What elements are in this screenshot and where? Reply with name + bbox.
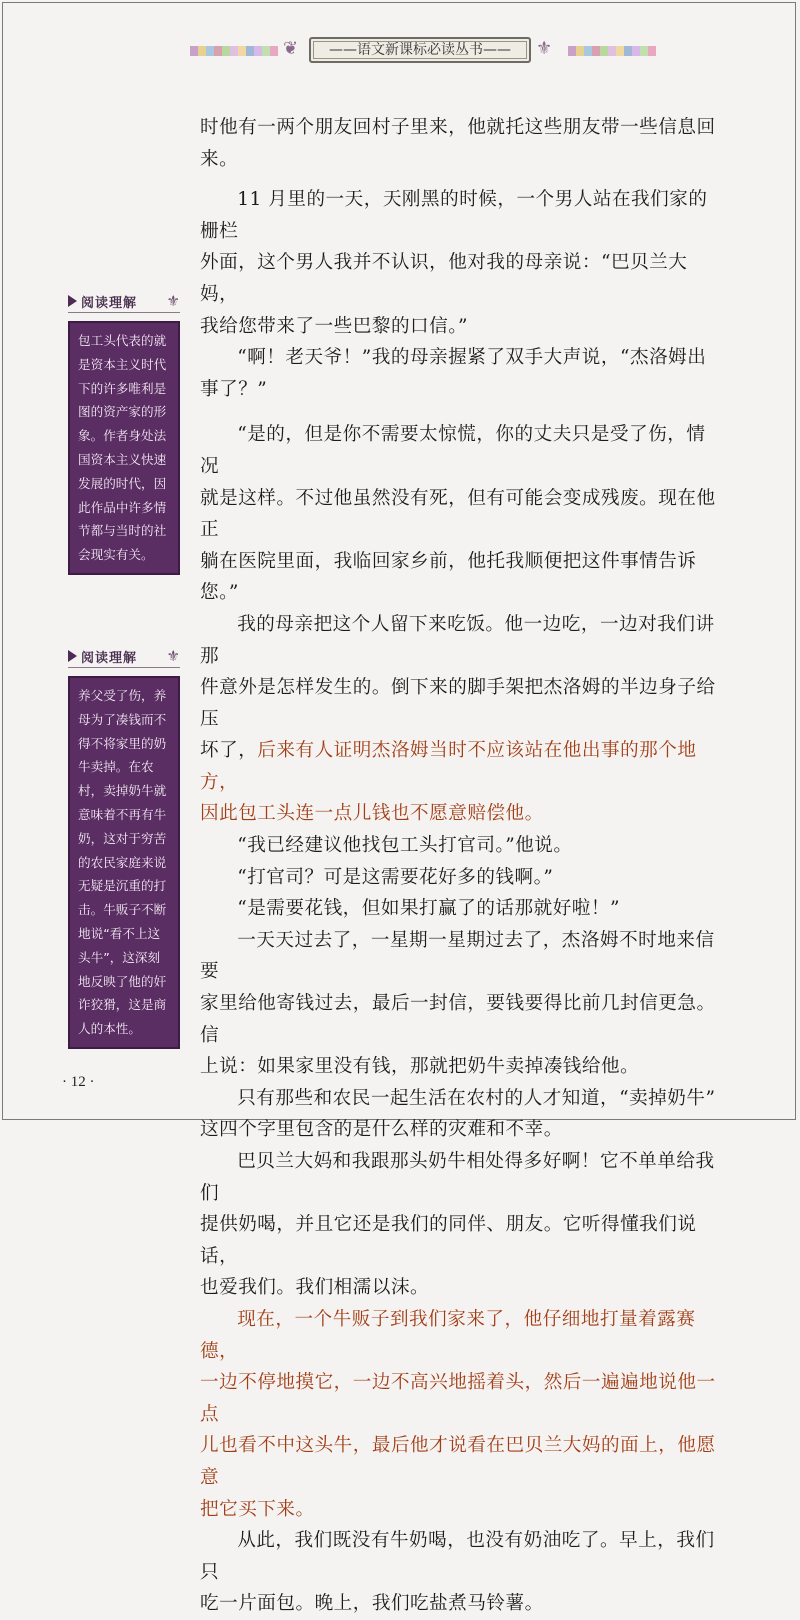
reading-note-label: 阅读理解 [81, 295, 138, 311]
stripe-segment [616, 46, 624, 56]
note-line: 头牛”，这深刻 [78, 949, 161, 965]
note-line: 的农民家庭来说 [78, 854, 167, 870]
fleur-de-lis-icon: ⚜ [166, 292, 180, 310]
paragraph-line: 件意外是怎样发生的。倒下来的脚手架把杰洛姆的半边身子给压 [200, 677, 716, 730]
paragraph: “是需要花钱，但如果打赢了的话那就好啦！” [237, 898, 620, 920]
paragraph-line: 我给您带来了一些巴黎的口信。” [200, 315, 469, 337]
header-stripe-left [190, 46, 278, 56]
paragraph: 巴贝兰大妈和我跟那头奶牛相处得多好啊！它不单单给我们 [200, 1151, 715, 1204]
note-line: 得不将家里的奶 [78, 735, 167, 751]
paragraph-line [200, 735, 720, 798]
triangle-marker-icon [68, 650, 77, 662]
paragraph-line: 外面，这个男人我并不认识，他对我的母亲说：“巴贝兰大妈， [200, 252, 688, 305]
stripe-segment [190, 46, 198, 56]
header-stripe-right [568, 46, 656, 56]
fleur-de-lis-icon: ⚜ [536, 38, 553, 59]
paragraph-line: 提供奶喝，并且它还是我们的同伴、朋友。它听得懂我们说话， [200, 1214, 697, 1267]
paragraph: 11 月里的一天，天刚黑的时候，一个男人站在我们家的栅栏 [200, 189, 708, 242]
paragraph: 我的母亲把这个人留下来吃饭。他一边吃，一边对我们讲那 [200, 613, 715, 667]
note-line: 无疑是沉重的打 [78, 878, 167, 894]
highlighted-line: 把它买下来。 [200, 1498, 315, 1520]
note-line: 此作品中许多情 [78, 499, 167, 515]
stripe-segment [632, 46, 640, 56]
page-number: · 12 · [62, 1074, 95, 1090]
series-title: ——语文新课标必读丛书—— [309, 37, 531, 63]
paragraph-line: 事了？” [200, 378, 268, 400]
stripe-segment [206, 46, 214, 56]
highlighted-line: 因此包工头连一点儿钱也不愿意赔偿他。 [200, 803, 544, 825]
stripe-segment [270, 46, 278, 56]
paragraph-line: 家里给他寄钱过去，最后一封信，要钱要得比前几封信更急。信 [200, 993, 716, 1046]
note-line: 村，卖掉奶牛就 [78, 783, 167, 799]
note-line: 会现实有关。 [78, 547, 154, 563]
stripe-segment [592, 46, 600, 56]
stripe-segment [648, 46, 656, 56]
note-line: 母为了凑钱而不 [78, 711, 167, 727]
stripe-segment [198, 46, 206, 56]
paragraph-line: 吃一片面包。晚上，我们吃盐煮马铃薯。 [200, 1593, 544, 1615]
note-line: 发展的时代，因 [78, 475, 167, 491]
page-header [0, 36, 800, 72]
paragraph-line: 就是这样。不过他虽然没有死，但有可能会变成残废。现在他正 [200, 487, 716, 541]
highlighted-line: 一边不停地摸它，一边不高兴地摇着头，然后一遍遍地说他一点 [200, 1372, 716, 1425]
note-line: 象。作者身处法 [78, 428, 167, 444]
stripe-segment [584, 46, 592, 56]
note-line: 图的资产家的形 [78, 404, 167, 420]
note-line: 国资本主义快速 [78, 451, 167, 467]
paragraph-line: 躺在医院里面，我临回家乡前，他托我顺便把这件事情告诉您。” [200, 550, 697, 604]
stripe-segment [624, 46, 632, 56]
reading-note-1 [68, 290, 180, 575]
ornament-left-icon: ❦ [283, 38, 299, 59]
triangle-marker-icon [68, 295, 77, 307]
reading-note-box [68, 676, 180, 1049]
plain-text: 坏了， [200, 740, 258, 762]
note-line: 节都与当时的社 [78, 523, 167, 539]
stripe-segment [568, 46, 576, 56]
reading-note-header [68, 645, 180, 668]
stripe-segment [246, 46, 254, 56]
stripe-segment [238, 46, 246, 56]
note-line: 人的本性。 [78, 1021, 141, 1037]
note-line: 击。牛贩子不断 [78, 902, 167, 918]
note-line: 地反映了他的奸 [78, 973, 167, 989]
fleur-de-lis-icon: ⚜ [166, 647, 180, 665]
reading-note-2 [68, 645, 180, 1049]
paragraph-line: 也爱我们。我们相濡以沫。 [200, 1277, 430, 1299]
paragraph: “我已经建议他找包工头打官司。”他说。 [237, 835, 573, 857]
stripe-segment [254, 46, 262, 56]
paragraph: 从此，我们既没有牛奶喝，也没有奶油吃了。早上，我们只 [200, 1530, 715, 1583]
note-line: 地说“看不上这 [78, 925, 161, 941]
body-text [200, 112, 720, 1620]
highlighted-text: 后来有人证明杰洛姆当时不应该站在他出事的那个地方， [200, 740, 697, 793]
stripe-segment [230, 46, 238, 56]
highlighted-paragraph: 现在，一个牛贩子到我们家来了，他仔细地打量着露赛德， [200, 1308, 696, 1362]
stripe-segment [640, 46, 648, 56]
reading-note-box [68, 321, 180, 575]
paragraph: 时他有一两个朋友回村子里来，他就托这些朋友带一些信息回来。 [200, 117, 716, 170]
highlighted-line: 儿也看不中这头牛，最后他才说看在巴贝兰大妈的面上，他愿意 [200, 1435, 716, 1488]
note-line: 意味着不再有牛 [78, 806, 167, 822]
paragraph: “是的，但是你不需要太惊慌，你的丈夫只是受了伤，情况 [200, 424, 706, 477]
paragraph: 只有那些和农民一起生活在农村的人才知道，“卖掉奶牛” [237, 1087, 716, 1109]
note-line: 牛卖掉。在农 [78, 759, 154, 775]
stripe-segment [222, 46, 230, 56]
stripe-segment [262, 46, 270, 56]
paragraph-line: 这四个字里包含的是什么样的灾难和不幸。 [200, 1119, 563, 1141]
note-line: 下的许多唯利是 [78, 380, 167, 396]
note-line: 诈狡猾，这是商 [78, 997, 167, 1013]
stripe-segment [608, 46, 616, 56]
note-line: 奶，这对于穷苦 [78, 830, 167, 846]
paragraph: “啊！老天爷！”我的母亲握紧了双手大声说，“杰洛姆出 [237, 347, 707, 369]
paragraph: “打官司？可是这需要花好多的钱啊。” [237, 866, 554, 888]
stripe-segment [214, 46, 222, 56]
reading-note-header [68, 290, 180, 313]
paragraph-line: 上说：如果家里没有钱，那就把奶牛卖掉凑钱给他。 [200, 1056, 640, 1078]
note-line: 养父受了伤，养 [78, 688, 167, 703]
reading-note-label: 阅读理解 [81, 650, 138, 666]
stripe-segment [600, 46, 608, 56]
paragraph: 一天天过去了，一星期一星期过去了，杰洛姆不时地来信要 [200, 929, 715, 983]
note-line: 包工头代表的就 [78, 333, 167, 348]
note-line: 是资本主义时代 [78, 356, 167, 372]
stripe-segment [576, 46, 584, 56]
